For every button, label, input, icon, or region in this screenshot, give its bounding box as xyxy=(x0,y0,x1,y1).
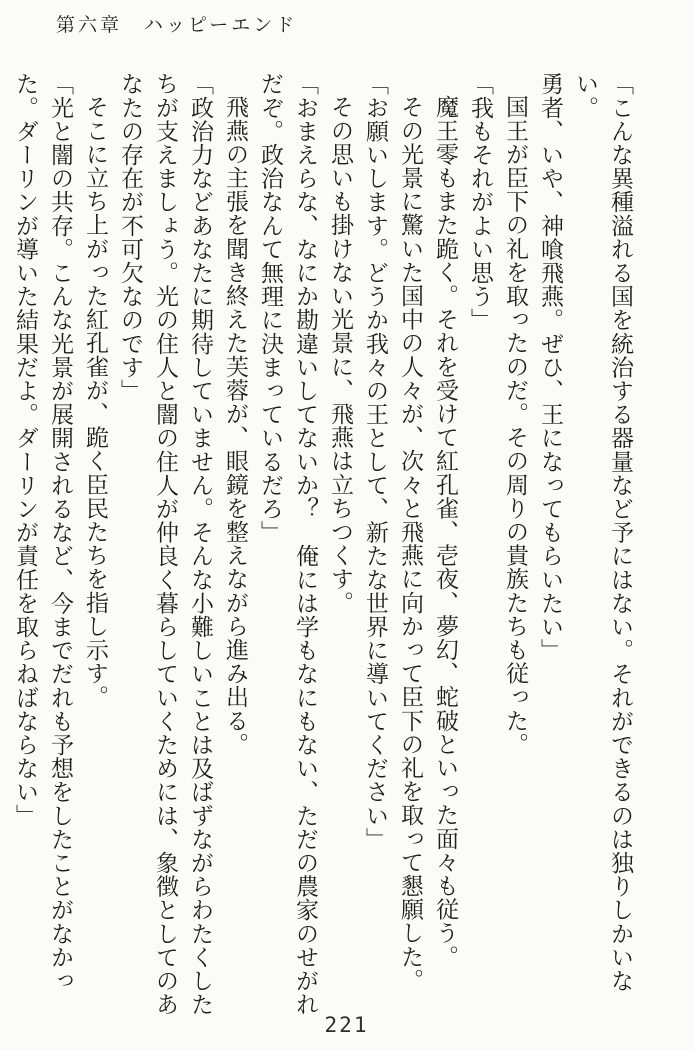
paragraph: 「政治力などあなたに期待していません。そんな小難しいことは及ばずながらわたくしたちが支えましょう。光の住人と闇の住人が仲良く暮らしていくためには、象徴としてのあなたの存在が不可欠なのです」 xyxy=(117,72,213,1016)
paragraph: 「光と闇の共存。こんな光景が展開されるなど、今までだれも予想をしたことがなかった。ダーリンが導いた結果だよ。ダーリンが責任を取らねばならない」 xyxy=(12,72,73,993)
paragraph: 「おまえらな、なにか勘違いしてないか？ 俺には学もなにもない、ただの農家のせがれだぞ。政治なんて無理に決まっているだろ」 xyxy=(257,72,318,1016)
text-body xyxy=(12,72,637,1018)
paragraph: 「お願いします。どうか我々の王として、新たな世界に導いてください」 xyxy=(362,72,388,851)
paragraph: 勇者、いや、神喰飛燕。ぜひ、王になってもらいたい」 xyxy=(537,72,563,662)
paragraph: 魔王零もまた跪く。それを受けて紅孔雀、壱夜、夢幻、蛇破といった面々も従う。 xyxy=(432,95,458,969)
paragraph: 「こんな異種溢れる国を統治する器量など予にはない。それができるのは独りしかいない。 xyxy=(572,72,633,993)
paragraph: そこに立ち上がった紅孔雀が、跪く臣民たちを指し示す。 xyxy=(82,95,108,709)
paragraph: 飛燕の主張を聞き終えた芙蓉が、眼鏡を整えながら進み出る。 xyxy=(222,95,248,756)
paragraph: その思いも掛けない光景に、飛燕は立ちつくす。 xyxy=(327,95,353,615)
chapter-header: 第六章 ハッピーエンド xyxy=(56,14,298,36)
page-number: 221 xyxy=(324,1013,369,1037)
paragraph: 「我もそれがよい思う」 xyxy=(467,72,493,332)
paragraph: その光景に驚いた国中の人々が、次々と飛燕に向かって臣下の礼を取って懇願した。 xyxy=(397,95,423,992)
paragraph: 国王が臣下の礼を取ったのだ。その周りの貴族たちも従った。 xyxy=(502,95,528,756)
